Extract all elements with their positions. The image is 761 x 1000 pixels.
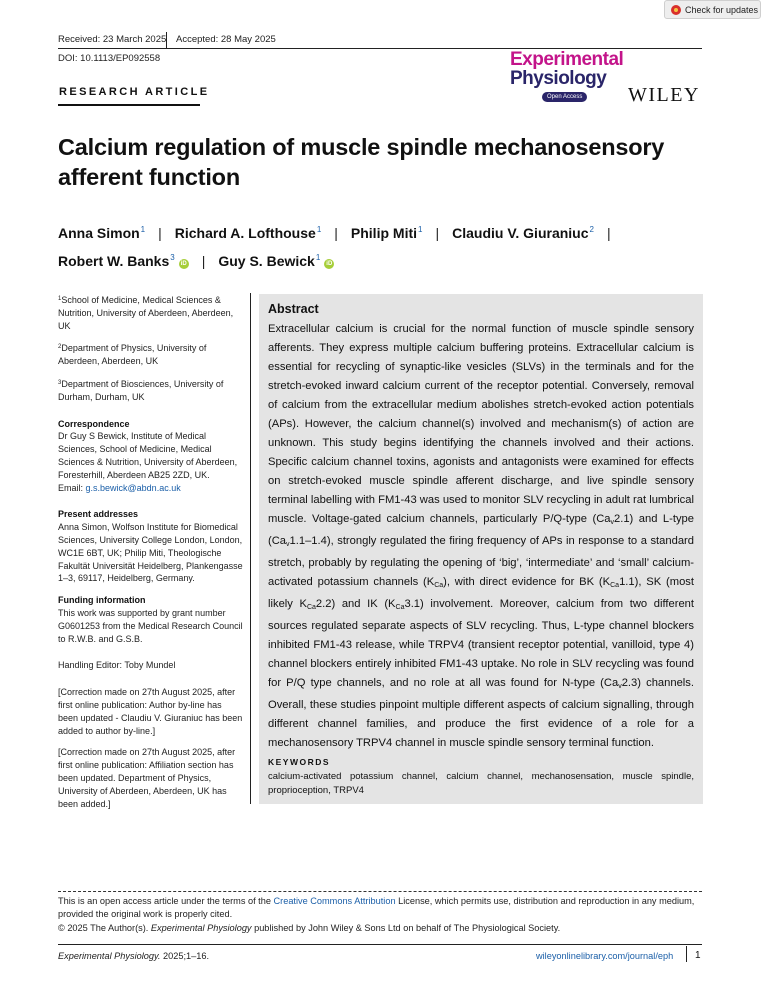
subscript: v xyxy=(618,683,622,690)
accepted-date: Accepted: 28 May 2025 xyxy=(176,34,276,45)
abstract-segment: ), with direct evidence for BK (K xyxy=(443,576,611,588)
subscript: v xyxy=(286,541,290,548)
copyright-pre: © 2025 The Author(s). xyxy=(58,923,151,933)
check-for-updates-label: Check for updates xyxy=(685,5,759,15)
subscript: Ca xyxy=(395,604,405,611)
author-name-text: Philip Miti xyxy=(350,225,418,241)
abstract-segment: 2.1) and L-type (Ca xyxy=(268,513,694,547)
handling-editor: Handling Editor: Toby Mundel xyxy=(58,660,176,671)
affiliation-number: 1 xyxy=(58,296,62,302)
present-addresses-heading: Present addresses xyxy=(58,509,139,520)
author-name[interactable] xyxy=(58,253,189,269)
funding-heading: Funding information xyxy=(58,595,146,606)
affiliation-number: 2 xyxy=(58,344,62,351)
funding-block xyxy=(58,594,244,645)
abstract-segment: 3.1) involvement. Moreover, calcium from two different sources regulated separate aspects of SLV recycling. Thus, L-type channel blockers inhibited FM1-43 release, while TRPV4 (transient receptor potential, vanilloid, type 4) channel blockers entirely inhibited FM1-43 uptake. No role in SLV recycling was found for P/Q type channels, and no role at all was found for N-type (Ca xyxy=(268,598,695,689)
author-name[interactable] xyxy=(175,225,322,241)
correspondence-heading: Correspondence xyxy=(58,418,130,429)
author-name[interactable] xyxy=(58,225,145,241)
affiliation-superscript[interactable]: 1 xyxy=(140,225,146,234)
correction-note-2: [Correction made on 27th August 2025, after first online publication: Affiliation section has been updated. Department of Physics, University of Aberdeen, Aberdeen, UK has been added.] xyxy=(58,747,236,809)
article-title: Calcium regulation of muscle spindle mechanosensory afferent function xyxy=(58,134,665,190)
article-info-sidebar xyxy=(58,293,244,819)
article-type-underline xyxy=(58,104,200,106)
author-separator: | xyxy=(606,225,611,241)
journal-url-link[interactable]: wileyonlinelibrary.com/journal/eph xyxy=(536,951,674,961)
check-for-updates-button[interactable] xyxy=(664,0,761,19)
subscript: Ca xyxy=(306,604,316,611)
citation-details: 2025;1–16. xyxy=(160,951,210,961)
footer-rule xyxy=(58,944,702,945)
orcid-icon[interactable]: iD xyxy=(180,260,187,267)
correspondence-block xyxy=(58,418,244,495)
subscript: Ca xyxy=(610,582,620,589)
author-separator: | xyxy=(435,225,440,241)
open-access-badge: Open Access xyxy=(542,92,587,102)
abstract-segment: 2.3) channels. Overall, these studies pinpoint multiple different aspects of calcium signalling, through different channel families, and produce the first evidence of a role for a mechanosensory TRPV4 channel in muscle spindle sensory terminal function. xyxy=(268,677,694,749)
received-date: Received: 23 March 2025 xyxy=(58,34,167,45)
affiliation-number: 3 xyxy=(58,379,62,386)
article-type: RESEARCH ARTICLE xyxy=(59,86,210,98)
abstract-segment: 2.2) and IK (K xyxy=(315,598,396,610)
email-line xyxy=(58,482,244,495)
page-number: 1 xyxy=(695,950,701,961)
abstract-segment: 1.1), SK (most likely K xyxy=(268,576,694,610)
abstract-text xyxy=(268,320,694,753)
email-link[interactable]: g.s.bewick@abdn.ac.uk xyxy=(85,482,181,493)
affiliation-superscript[interactable]: 1 xyxy=(316,225,322,234)
abstract-heading: Abstract xyxy=(268,302,319,316)
affiliation-text: Department of Biosciences, University of Durham, Durham, UK xyxy=(58,378,224,402)
author-name[interactable] xyxy=(452,225,594,241)
affiliations xyxy=(58,293,244,404)
affiliation-text: School of Medicine, Medical Sciences & Nutrition, University of Aberdeen, Aberdeen, UK xyxy=(58,295,234,331)
keywords-heading: KEYWORDS xyxy=(268,757,331,767)
license-text-post: License, which permits use, distribution and reproduction in any medium, provided the original work is properly cited. xyxy=(58,896,695,919)
author-name-text: Richard A. Lofthouse xyxy=(174,225,316,241)
sidebar-divider xyxy=(250,293,251,804)
author-separator: | xyxy=(158,225,162,241)
subscript: v xyxy=(610,519,614,526)
abstract-segment: 1.1–1.4), strongly regulated the firing frequency of APs in response to a standard stretch, probably by regulating the opening of ‘big’, ‘intermediate’ and ‘small’ calcium-activated potassium channels (K xyxy=(268,535,694,588)
author-separator: | xyxy=(201,252,206,269)
publisher-logo: WILEY xyxy=(628,84,700,106)
affiliation-item xyxy=(58,293,244,332)
doi[interactable]: DOI: 10.1113/EP092558 xyxy=(58,53,161,64)
affiliation-superscript[interactable]: 3 xyxy=(170,252,175,262)
affiliation-superscript[interactable]: 1 xyxy=(315,252,321,262)
copyright-post: published by John Wiley & Sons Ltd on behalf of The Physiological Society. xyxy=(251,923,561,933)
creative-commons-link[interactable]: Creative Commons Attribution xyxy=(273,896,396,906)
footer-dashed-rule xyxy=(58,891,702,892)
author-separator: | xyxy=(334,225,338,241)
affiliation-item xyxy=(58,341,244,368)
present-addresses-block xyxy=(58,508,244,585)
page-number-separator xyxy=(686,946,687,962)
email-label: Email: xyxy=(58,482,86,493)
author-name[interactable] xyxy=(218,253,334,269)
orcid-icon[interactable]: iD xyxy=(326,260,333,267)
present-addresses-text: Anna Simon, Wolfson Institute for Biomedical Sciences, University College London, London, WC1E 6BT, UK; Philip Miti, Theologische Fakultät Universität Heidelberg, Plankengasse 1–3, 69117, Heidelberg, Germany. xyxy=(58,522,243,584)
author-name-text: Guy S. Bewick xyxy=(218,252,315,269)
author-name-text: Robert W. Banks xyxy=(58,252,170,269)
affiliation-superscript[interactable]: 2 xyxy=(589,225,594,234)
copyright-journal: Experimental Physiology xyxy=(150,923,252,933)
keywords: calcium-activated potassium channel, calcium channel, mechanosensation, muscle spindle, proprioception, TRPV4 xyxy=(268,771,694,796)
affiliation-item xyxy=(58,377,244,404)
author-name-text: Claudiu V. Giuraniuc xyxy=(452,225,589,241)
citation-journal: Experimental Physiology. xyxy=(58,951,161,961)
author-byline xyxy=(58,218,718,273)
funding-text: This work was supported by grant number G0601253 from the Medical Research Council to R.W.B. and G.S.B. xyxy=(58,607,243,644)
affiliation-text: Department of Physics, University of Aberdeen, Aberdeen, UK xyxy=(58,343,207,367)
journal-logo-line2: Physiology xyxy=(510,68,607,89)
affiliation-superscript[interactable]: 1 xyxy=(418,225,423,234)
license-text-pre: This is an open access article under the terms of the xyxy=(58,896,274,906)
correction-note-1: [Correction made on 27th August 2025, after first online publication: Author by-line has been updated - Claudiu V. Giuraniuc has been added to author by-line.] xyxy=(58,687,243,736)
license-text xyxy=(58,895,702,921)
crossmark-icon xyxy=(671,5,681,15)
copyright-text xyxy=(58,922,702,935)
abstract-segment: Extracellular calcium is crucial for the normal function of muscle spindle sensory afferents. They express multiple calcium buffering proteins. Extracellular calcium is essential for recycling of synaptic-like vesicles (SLVs) in the terminals and for the stretch-evoked inward calcium current of the receptor potential. Conversely, removal of calcium from the extracellular medium abolishes stretch-evoked action potentials (APs). However, the calcium channel(s) involved and mechanism(s) of action are unknown. This study begins identifying the channels involved and their actions. Specific calcium channel toxins, agonists and antagonists were examined for effects on stretch-evoked muscle spindle afferent discharge, and live spindle sensory terminal labelling with FM1-43 was used to monitor SLV recycling in adult rat lumbrical muscle. Voltage-gated calcium channels, particularly P/Q-type (Ca xyxy=(268,323,694,525)
citation xyxy=(58,951,209,961)
header-separator xyxy=(166,32,167,48)
author-name-text: Anna Simon xyxy=(58,225,140,241)
author-name[interactable] xyxy=(351,225,423,241)
correspondence-text: Dr Guy S Bewick, Institute of Medical Sciences, School of Medicine, Medical Sciences & Nutrition, University of Aberdeen, Foresterhill, Aberdeen AB25 2ZD, UK. xyxy=(58,431,238,480)
journal-logo-line1: Experimental xyxy=(510,49,624,70)
subscript: Ca xyxy=(434,582,444,589)
